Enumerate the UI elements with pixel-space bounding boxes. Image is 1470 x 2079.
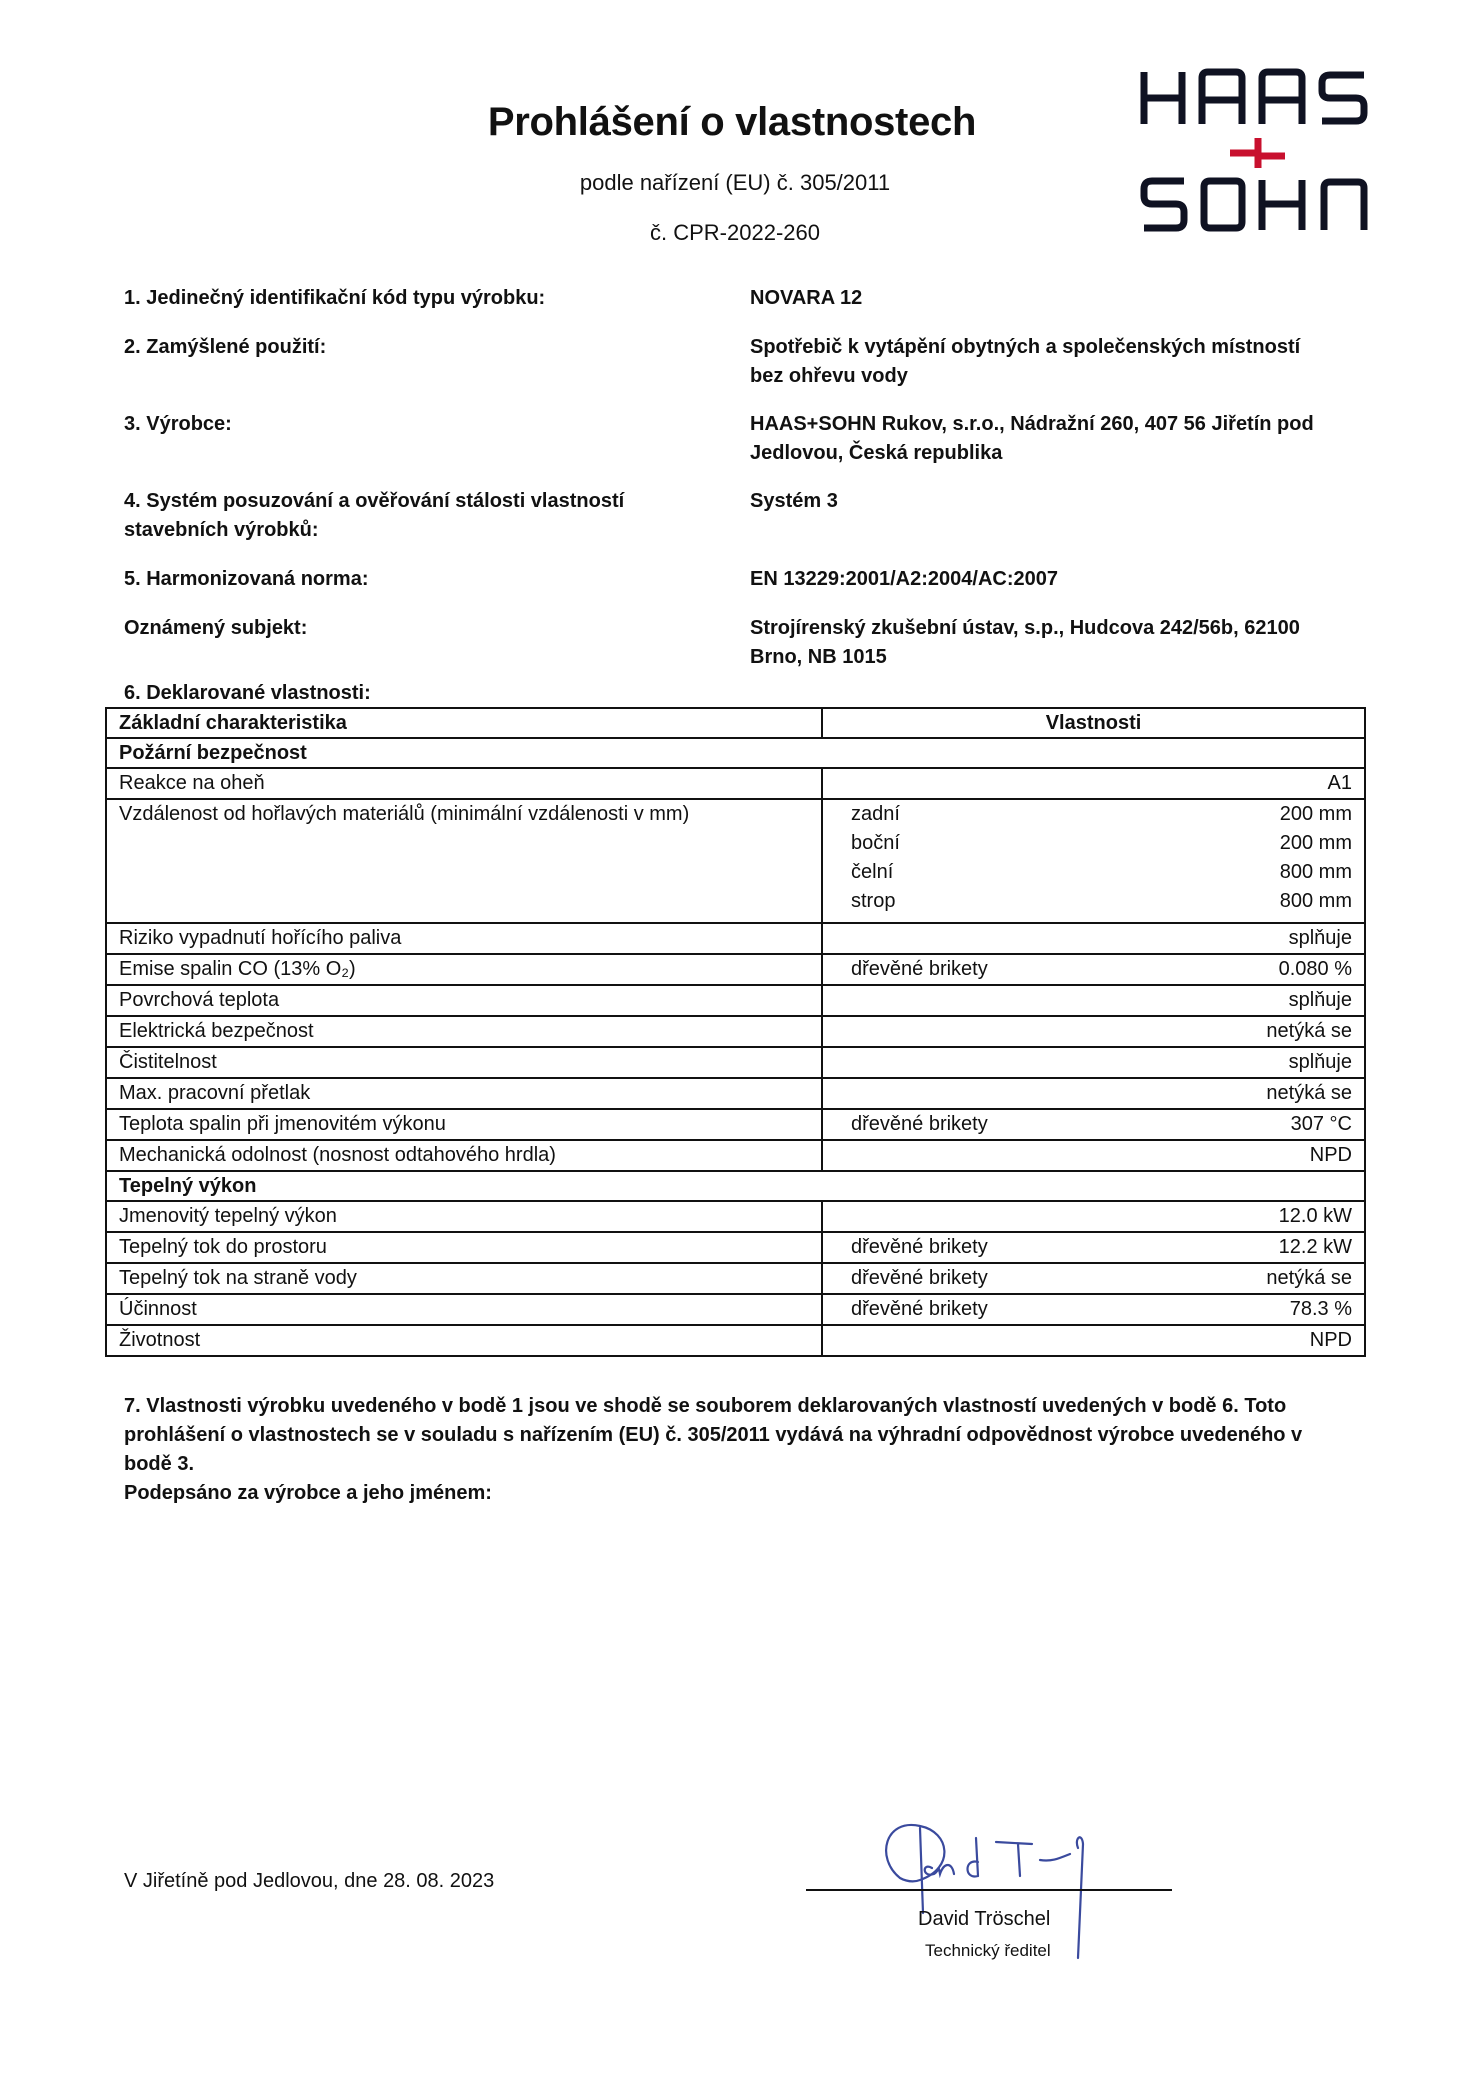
- signed-for-label: Podepsáno za výrobce a jeho jménem:: [124, 1482, 492, 1504]
- property-cell: [822, 1078, 1365, 1109]
- info-label: 2. Zamýšlené použití:: [124, 336, 327, 358]
- property-value: 200 mm: [1279, 803, 1352, 825]
- table-row: [106, 1140, 1365, 1171]
- place-and-date: V Jiřetíně pod Jedlovou, dne 28. 08. 2023: [124, 1870, 495, 1892]
- property-item: [835, 1141, 1352, 1170]
- info-value: Spotřebič k vytápění obytných a společenských místností bez ohřevu vody: [750, 336, 1301, 387]
- group-header-row: [106, 738, 1365, 768]
- property-key: dřevěné brikety: [851, 1267, 988, 1289]
- info-label: 1. Jedinečný identifikační kód typu výrobku:: [124, 287, 546, 309]
- property-item: [835, 1048, 1352, 1077]
- property-cell: [822, 1232, 1365, 1263]
- property-item: [835, 955, 1352, 984]
- property-value: 800 mm: [1279, 861, 1352, 883]
- property-item: [835, 858, 1352, 887]
- info-value: HAAS+SOHN Rukov, s.r.o., Nádražní 260, 407 56 Jiřetín pod Jedlovou, Česká republika: [750, 413, 1314, 464]
- group-header-row: [106, 1171, 1365, 1201]
- property-value: NPD: [1309, 1144, 1352, 1166]
- table-header-row: [106, 708, 1365, 738]
- group-title: Tepelný výkon: [106, 1171, 1365, 1201]
- property-item: [835, 924, 1352, 953]
- property-cell: [822, 1109, 1365, 1140]
- page-title: Prohlášení o vlastnostech: [487, 100, 977, 144]
- property-item: [835, 1326, 1352, 1355]
- property-value: 12.0 kW: [1278, 1205, 1352, 1227]
- info-label: 5. Harmonizovaná norma:: [124, 568, 369, 590]
- characteristic-name: Teplota spalin při jmenovitém výkonu: [106, 1109, 822, 1140]
- characteristic-name: Reakce na oheň: [106, 768, 822, 799]
- characteristic-name: Vzdálenost od hořlavých materiálů (minimální vzdálenosti v mm): [106, 799, 822, 923]
- column-header-characteristic: Základní charakteristika: [106, 708, 822, 738]
- table-row: [106, 768, 1365, 799]
- characteristic-name: Emise spalin CO (13% O₂): [106, 954, 822, 985]
- property-value: 12.2 kW: [1278, 1236, 1352, 1258]
- property-item: [835, 887, 1352, 916]
- property-cell: [822, 768, 1365, 799]
- table-row: [106, 1325, 1365, 1356]
- table-row: [106, 1232, 1365, 1263]
- signatory-name: David Tröschel: [918, 1908, 1051, 1930]
- table-row: [106, 1047, 1365, 1078]
- signature-line: [806, 1889, 1172, 1891]
- info-value: Strojírenský zkušební ústav, s.p., Hudcova 242/56b, 62100 Brno, NB 1015: [750, 617, 1300, 668]
- info-value: EN 13229:2001/A2:2004/AC:2007: [750, 568, 1058, 590]
- document-number: č. CPR-2022-260: [650, 220, 820, 245]
- property-cell: [822, 954, 1365, 985]
- property-value: 307 °C: [1290, 1113, 1352, 1135]
- property-value: splňuje: [1288, 927, 1352, 949]
- group-title: Požární bezpečnost: [106, 738, 1365, 768]
- property-key: zadní: [851, 803, 900, 825]
- table-row: [106, 1078, 1365, 1109]
- declared-properties-table: [105, 707, 1366, 1357]
- characteristic-name: Jmenovitý tepelný výkon: [106, 1201, 822, 1232]
- characteristic-name: Čistitelnost: [106, 1047, 822, 1078]
- property-key: boční: [851, 832, 900, 854]
- declaration-text: 7. Vlastnosti výrobku uvedeného v bodě 1 jsou ve shodě se souborem deklarovaných vlastností uvedených v bodě 6. Toto prohlášení o vlastnostech se v souladu s nařízením (EU) č. 305/2011 vydává na výhradní odpovědnost výrobce uvedeného v bodě 3.: [124, 1395, 1303, 1475]
- table-row: [106, 1016, 1365, 1047]
- info-label: 3. Výrobce:: [124, 413, 232, 435]
- property-item: [835, 1017, 1352, 1046]
- property-key: čelní: [851, 861, 894, 883]
- property-item: [835, 1295, 1352, 1324]
- property-key: dřevěné brikety: [851, 958, 988, 980]
- info-value: Systém 3: [750, 490, 838, 512]
- property-cell: [822, 1263, 1365, 1294]
- property-cell: [822, 1047, 1365, 1078]
- characteristic-name: Účinnost: [106, 1294, 822, 1325]
- characteristic-name: Riziko vypadnutí hořícího paliva: [106, 923, 822, 954]
- characteristic-name: Elektrická bezpečnost: [106, 1016, 822, 1047]
- info-label: 4. Systém posuzování a ověřování stálosti vlastností stavebních výrobků:: [124, 490, 625, 541]
- property-cell: [822, 1294, 1365, 1325]
- characteristic-name: Mechanická odolnost (nosnost odtahového hrdla): [106, 1140, 822, 1171]
- column-header-properties: Vlastnosti: [822, 708, 1365, 738]
- property-key: strop: [851, 890, 896, 912]
- property-item: [835, 1233, 1352, 1262]
- table-row: [106, 923, 1365, 954]
- haas-sohn-logo: [1140, 68, 1370, 233]
- table-row: [106, 1294, 1365, 1325]
- property-item: [835, 986, 1352, 1015]
- property-key: dřevěné brikety: [851, 1113, 988, 1135]
- property-value: splňuje: [1288, 989, 1352, 1011]
- property-item: [835, 829, 1352, 858]
- section7-declaration: [124, 1392, 1354, 1508]
- property-item: [835, 769, 1352, 798]
- characteristic-name: Max. pracovní přetlak: [106, 1078, 822, 1109]
- regulation-reference: podle nařízení (EU) č. 305/2011: [579, 170, 891, 195]
- property-value: splňuje: [1288, 1051, 1352, 1073]
- property-value: netýká se: [1266, 1020, 1352, 1042]
- table-row: [106, 1263, 1365, 1294]
- property-cell: [822, 799, 1365, 923]
- table-row: [106, 799, 1365, 923]
- property-key: dřevěné brikety: [851, 1236, 988, 1258]
- property-cell: [822, 1016, 1365, 1047]
- property-item: [835, 1079, 1352, 1108]
- signatory-title: Technický ředitel: [925, 1941, 1051, 1960]
- property-cell: [822, 1201, 1365, 1232]
- characteristic-name: Tepelný tok do prostoru: [106, 1232, 822, 1263]
- info-value: NOVARA 12: [750, 287, 863, 309]
- characteristic-name: Životnost: [106, 1325, 822, 1356]
- property-item: [835, 1110, 1352, 1139]
- property-cell: [822, 1140, 1365, 1171]
- table-row: [106, 1109, 1365, 1140]
- table-row: [106, 954, 1365, 985]
- table-row: [106, 985, 1365, 1016]
- property-item: [835, 1264, 1352, 1293]
- property-value: netýká se: [1266, 1267, 1352, 1289]
- property-value: 78.3 %: [1289, 1298, 1352, 1320]
- property-cell: [822, 923, 1365, 954]
- characteristic-name: Povrchová teplota: [106, 985, 822, 1016]
- property-item: [835, 1202, 1352, 1231]
- characteristic-name: Tepelný tok na straně vody: [106, 1263, 822, 1294]
- property-value: 200 mm: [1279, 832, 1352, 854]
- property-item: [835, 800, 1352, 829]
- section6-heading: 6. Deklarované vlastnosti:: [124, 682, 371, 704]
- property-value: netýká se: [1266, 1082, 1352, 1104]
- table-row: [106, 1201, 1365, 1232]
- property-key: dřevěné brikety: [851, 1298, 988, 1320]
- property-value: NPD: [1309, 1329, 1352, 1351]
- property-value: 800 mm: [1279, 890, 1352, 912]
- property-value: A1: [1327, 772, 1352, 794]
- property-cell: [822, 985, 1365, 1016]
- property-value: 0.080 %: [1278, 958, 1352, 980]
- property-cell: [822, 1325, 1365, 1356]
- info-label: Oznámený subjekt:: [124, 617, 308, 639]
